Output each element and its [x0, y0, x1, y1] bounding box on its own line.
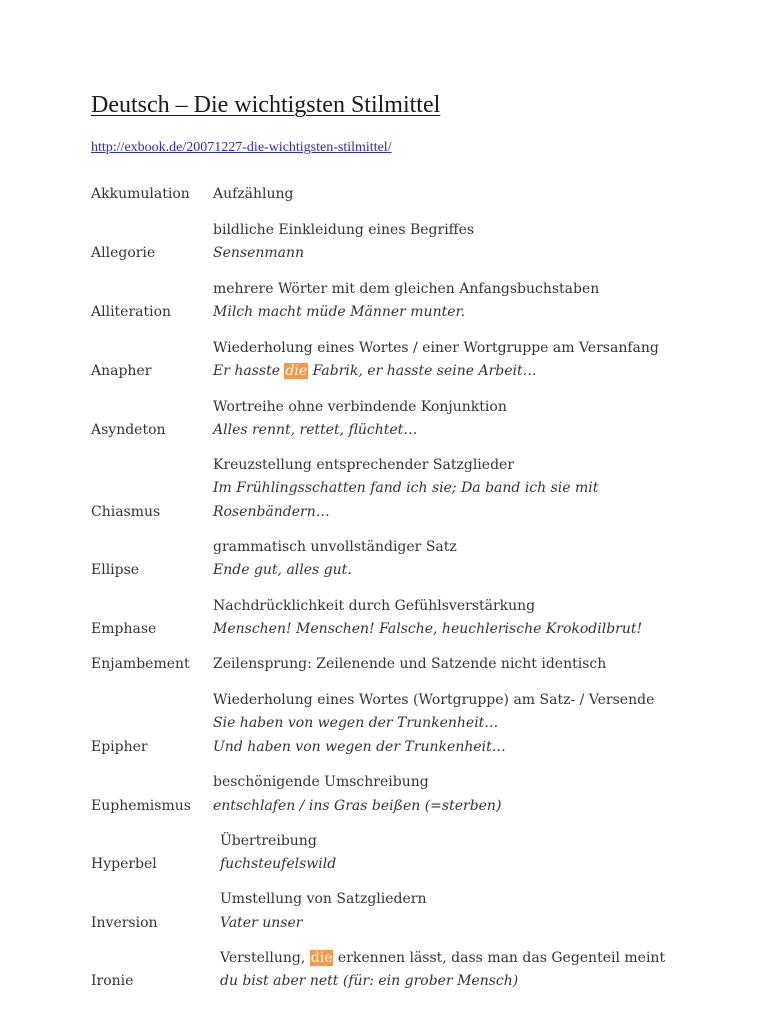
- line-text: Vater unser: [220, 915, 303, 931]
- term-emphase: Emphase: [91, 621, 157, 637]
- line-text: erkennen lässt, dass man das Gegenteil meint: [333, 950, 666, 966]
- definition-line: [213, 539, 457, 555]
- definition-line: [213, 281, 599, 297]
- line-text: fuchsteufelswild: [220, 856, 337, 872]
- example-line: [213, 422, 417, 438]
- line-text: Nachdrücklichkeit durch Gefühlsverstärkung: [213, 598, 536, 614]
- line-text: Wortreihe ohne verbindende Konjunktion: [213, 399, 507, 415]
- term-epipher: Epipher: [91, 739, 148, 755]
- definition-line: [220, 833, 317, 849]
- line-text: Alles rennt, rettet, flüchtet…: [213, 422, 418, 438]
- definition-line: [220, 891, 426, 907]
- line-text: Menschen! Menschen! Falsche, heuchlerische Krokodilbrut!: [213, 621, 643, 637]
- term-anapher: Anapher: [91, 363, 152, 379]
- line-text: Wiederholung eines Wortes / einer Wortgruppe am Versanfang: [213, 340, 659, 356]
- definition-line: [213, 186, 294, 202]
- line-text: du bist aber nett (für: ein grober Mensch): [220, 973, 519, 989]
- line-text: bildliche Einkleidung eines Begriffes: [213, 222, 475, 238]
- definition-line: [213, 774, 429, 790]
- definition-line: [213, 399, 507, 415]
- definition-line: [213, 692, 654, 708]
- line-text: Zeilensprung: Zeilenende und Satzende nicht identisch: [213, 656, 607, 672]
- line-text: Sie haben von wegen der Trunkenheit…: [213, 715, 499, 731]
- line-text: Er hasste: [213, 363, 285, 379]
- term-asyndeton: Asyndeton: [91, 422, 166, 438]
- highlighted-word: die: [285, 363, 308, 379]
- line-text: Umstellung von Satzgliedern: [220, 891, 427, 907]
- line-text: Wiederholung eines Wortes (Wortgruppe) am Satz- / Versende: [213, 692, 655, 708]
- line-text: entschlafen / ins Gras beißen (=sterben): [213, 798, 502, 814]
- example-line: [213, 739, 506, 755]
- line-text: Rosenbändern…: [213, 504, 330, 520]
- example-line: [220, 915, 302, 931]
- definition-line: [213, 598, 535, 614]
- definition-line: [213, 340, 659, 356]
- line-text: Im Frühlingsschatten fand ich sie; Da band ich sie mit: [213, 480, 599, 496]
- example-line: [213, 245, 304, 261]
- example-line: [220, 856, 336, 872]
- line-text: Übertreibung: [220, 833, 317, 849]
- example-line: [213, 304, 465, 320]
- line-text: Verstellung,: [220, 950, 310, 966]
- definition-line: [220, 950, 665, 966]
- line-text: beschönigende Umschreibung: [213, 774, 429, 790]
- line-text: grammatisch unvollständiger Satz: [213, 539, 457, 555]
- example-line: [213, 363, 537, 379]
- example-line: [213, 504, 330, 520]
- line-text: Ende gut, alles gut.: [213, 562, 352, 578]
- example-line: [213, 798, 501, 814]
- term-akkumulation: Akkumulation: [91, 186, 190, 202]
- example-line: [213, 562, 352, 578]
- line-text: mehrere Wörter mit dem gleichen Anfangsbuchstaben: [213, 281, 600, 297]
- term-euphemismus: Euphemismus: [91, 798, 191, 814]
- page-title: Deutsch – Die wichtigsten Stilmittel: [91, 92, 441, 118]
- example-line: [213, 621, 642, 637]
- line-text: Und haben von wegen der Trunkenheit…: [213, 739, 506, 755]
- term-ellipse: Ellipse: [91, 562, 140, 578]
- definition-line: [213, 222, 474, 238]
- highlighted-word: die: [310, 950, 333, 966]
- example-line: [220, 973, 518, 989]
- term-hyperbel: Hyperbel: [91, 856, 157, 872]
- example-line: [213, 715, 498, 731]
- line-text: Aufzählung: [213, 186, 294, 202]
- term-chiasmus: Chiasmus: [91, 504, 161, 520]
- term-ironie: Ironie: [91, 973, 134, 989]
- line-text: Kreuzstellung entsprechender Satzglieder: [213, 457, 515, 473]
- term-enjambement: Enjambement: [91, 656, 190, 672]
- term-inversion: Inversion: [91, 915, 158, 931]
- line-text: Milch macht müde Männer munter.: [213, 304, 466, 320]
- example-line: [213, 480, 598, 496]
- source-link[interactable]: http://exbook.de/20071227-die-wichtigsten-stilmittel/: [91, 140, 392, 155]
- definition-line: [213, 457, 514, 473]
- term-allegorie: Allegorie: [91, 245, 156, 261]
- definition-line: [213, 656, 606, 672]
- line-text: Fabrik, er hasste seine Arbeit…: [308, 363, 537, 379]
- term-alliteration: Alliteration: [91, 304, 172, 320]
- line-text: Sensenmann: [213, 245, 305, 261]
